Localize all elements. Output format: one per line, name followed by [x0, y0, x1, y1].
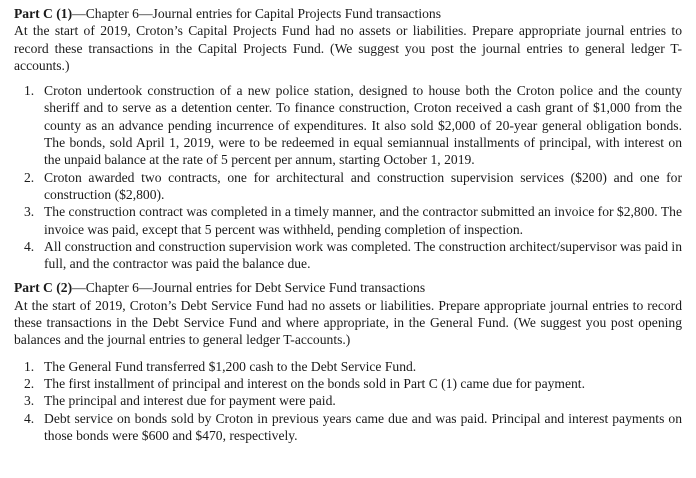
item-number: 4. [24, 238, 35, 254]
item-number: 2. [24, 375, 35, 391]
part-c2-section [14, 279, 682, 444]
list-item [14, 238, 682, 273]
item-number: 1. [24, 358, 35, 374]
item-number: 3. [24, 204, 35, 220]
part-c1-label: Part C (1) [14, 6, 73, 21]
list-item [14, 358, 682, 375]
part-c2-label: Part C (2) [14, 280, 73, 296]
item-text: Croton awarded two contracts, one for architectural and construction supervision services ($200) and one for construction ($2,800). [44, 169, 682, 202]
item-text: The principal and interest due for payment were paid. [44, 393, 336, 409]
list-item [14, 82, 682, 168]
item-text: The construction contract was completed in a timely manner, and the contractor submitted an invoice for $2,800. The invoice was paid, except that 5 percent was withheld, pending completion of inspection. [44, 204, 682, 237]
item-text: Debt service on bonds sold by Croton in previous years came due and was paid. Principal and interest payments on those bonds were $600 and $470, respectively. [44, 410, 682, 443]
list-item [14, 410, 682, 445]
part-c2-heading [14, 279, 682, 296]
item-number: 2. [24, 169, 35, 185]
item-number: 1. [24, 83, 35, 99]
item-text: Croton undertook construction of a new police station, designed to house both the Croton police and the county sheriff and to serve as a detention center. To finance construction, Croton received a cash grant of $1,000 from the county as an advance pending incurrence of expenditures. It also sold $2,000 of 20-year general obligation bonds. The bonds, sold April 1, 2019, were to be redeemed in equal semiannual installments of principal, with interest on the unpaid balance at the rate of 5 percent per annum, starting October 1, 2019. [44, 83, 682, 168]
part-c2-intro: At the start of 2019, Croton’s Debt Service Fund had no assets or liabilities. Prepare appropriate journal entries to record these transactions in the Debt Service Fund and where appropriate, in the General Fund. (We suggest you post opening balances and the journal entries to general ledger T-accounts.) [14, 297, 682, 348]
part-c1-intro: At the start of 2019, Croton’s Capital Projects Fund had no assets or liabilities. Prepare appropriate journal entries to record these transactions in the Capital Projects Fund. (We suggest you post the journal entries to general ledger T-accounts.) [14, 23, 682, 73]
item-number: 3. [24, 393, 35, 409]
part-c2-title: —Chapter 6—Journal entries for Debt Service Fund transactions [72, 280, 426, 296]
list-item [14, 203, 682, 238]
list-item [14, 375, 682, 392]
list-item [14, 392, 682, 409]
part-c1-title: —Chapter 6—Journal entries for Capital Projects Fund transactions [72, 6, 441, 21]
item-number: 4. [24, 410, 35, 426]
item-text: All construction and construction supervision work was completed. The construction architect/supervisor was paid in full, and the contractor was paid the balance due. [44, 238, 682, 272]
item-text: The first installment of principal and interest on the bonds sold in Part C (1) came due for payment. [44, 375, 585, 391]
part-c2-list [14, 358, 682, 444]
list-item [14, 169, 682, 204]
item-text: The General Fund transferred $1,200 cash to the Debt Service Fund. [44, 358, 417, 374]
part-c1-heading [14, 5, 682, 22]
part-c1-list [14, 82, 682, 272]
part-c1-section [14, 5, 682, 272]
